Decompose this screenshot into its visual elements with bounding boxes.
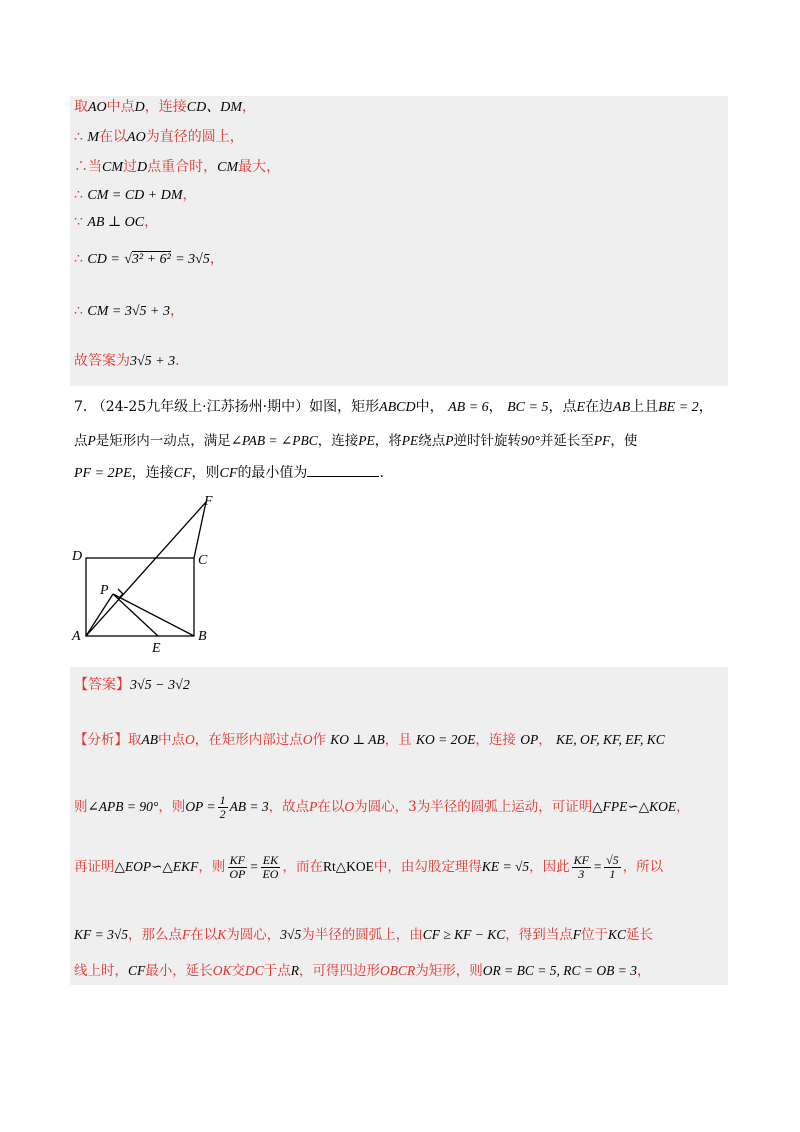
sol6-line-7: ∴ CM = 3√5 + 3， [74, 303, 184, 319]
analysis-line-5: 线上时，CF最小，延长OK交DC于点R，可得四边形OBCR为矩形，则OR = BC = 5, RC = OB = 3， [74, 963, 651, 979]
analysis-line-1: 【分析】取AB中点O，在矩形内部过点O作 KO ⊥ AB，且 KO = 2OE，连接 OP， KE, OF, KF, EF, KC [74, 732, 665, 748]
question-7-line-3: PF = 2PE，连接CF，则CF的最小值为 . [74, 465, 384, 481]
segment-pb [113, 594, 194, 636]
sol6-line-3: ∴当CM过D点重合时，CM最大， [74, 159, 281, 175]
segment-pe [113, 594, 158, 636]
analysis-line-4: KF = 3√5，那么点F在以K为圆心，3√5为半径的圆弧上，由CF ≥ KF − KC，得到当点F位于KC延长 [74, 927, 654, 943]
sol6-line-6: ∴ CD = √3² + 6² = 3√5， [74, 251, 224, 267]
segment-pa [86, 594, 113, 636]
answer-label: 【答案】 [74, 677, 130, 693]
sol6-line-1: 取AO中点D，连接CD、DM， [74, 99, 257, 115]
segment-cf [194, 502, 206, 558]
geometry-figure [66, 490, 226, 660]
question-7-line-1: 7. （24-25九年级上·江苏扬州·期中）如图，矩形ABCD中， AB = 6， BC = 5，点E在边AB上且BE = 2， [74, 399, 713, 415]
sol6-line-2: ∴ M在以AO为直径的圆上， [74, 129, 244, 145]
answer-line [74, 676, 190, 695]
analysis-line-2: 则∠APB = 90°，则OP = $\frac{1}{2}$ AB = 3，故点P在以O为圆心，3为半径的圆弧上运动，可证明△FPE∽△KOE， [74, 793, 690, 821]
label-b: B [198, 629, 207, 644]
segment-af [86, 502, 206, 636]
sol6-line-4: ∴ CM = CD + DM， [74, 187, 197, 203]
label-f: F [204, 494, 213, 509]
label-e: E [152, 641, 161, 656]
answer-blank[interactable] [307, 464, 379, 477]
label-a: A [72, 629, 81, 644]
sol6-line-5: ∵ AB ⊥ OC， [74, 214, 159, 230]
answer-value: 3√5 − 3√2 [130, 678, 190, 693]
question-7-line-2: 点P是矩形内一动点，满足∠PAB = ∠PBC，连接PE，将PE绕点P逆时针旋转90°并延长至PF，使 [74, 433, 638, 449]
label-p: P [100, 583, 109, 598]
analysis-line-3: 再证明△EOP∽△EKF，则 $\frac{KF}{OP}$ = $\frac{EK}{EO}$ ，而在Rt△KOE中，由勾股定理得KE = √5，因此 $\frac{KF}{3}$ = $\frac{√5}{1}$ ，所以 [74, 853, 664, 881]
math: AO [88, 100, 107, 115]
label-c: C [198, 553, 208, 568]
label-d: D [72, 549, 83, 564]
sol6-line-8: 故答案为3√5 + 3. [74, 353, 180, 369]
